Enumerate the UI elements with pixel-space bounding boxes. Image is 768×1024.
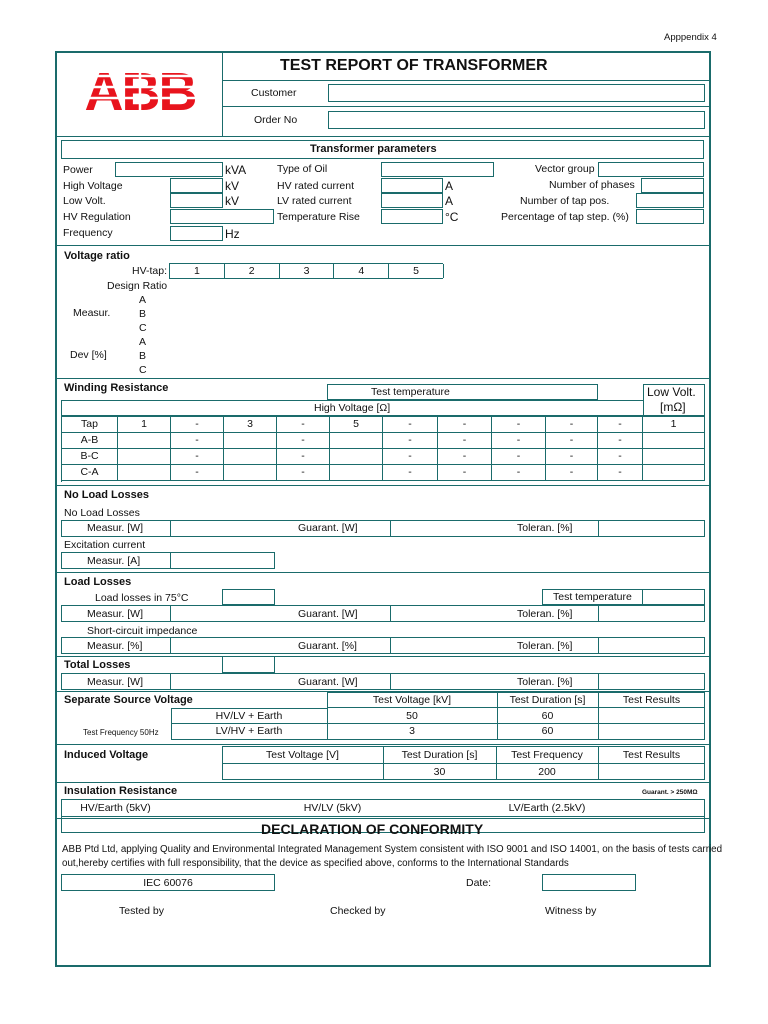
cell-divider [170,673,171,690]
winding-cell: - [383,449,438,465]
phase-letter: B [139,350,147,362]
order-field[interactable] [328,111,705,129]
winding-cell[interactable] [224,465,277,481]
lv-current-label: LV rated current [277,195,352,207]
induced-heading: Induced Voltage [64,749,149,761]
load-row [61,605,705,622]
excitation-label: Excitation current [64,539,146,551]
winding-cell: - [277,465,330,481]
winding-cell[interactable] [118,449,171,465]
winding-cell[interactable] [224,449,277,465]
induced-col-frequency: Test Frequency [511,749,583,761]
induced-col-duration: Test Duration [s] [401,749,478,761]
induced-col-results: Test Results [622,749,681,761]
cell-divider [598,637,599,654]
hv-unit: kV [225,179,240,193]
oil-field[interactable] [381,162,494,177]
winding-test-temp: Test temperature [371,386,450,398]
standard-text: IEC 60076 [143,877,193,889]
separate-heading: Separate Source Voltage [64,694,193,706]
measur-label: Measur. [73,307,111,319]
winding-cell: - [277,449,330,465]
lv-unit: kV [225,194,240,208]
cell-divider [390,637,391,654]
abb-logo [82,64,198,114]
frequency-field[interactable] [170,226,223,241]
phases-label: Number of phases [549,179,635,191]
frequency-label: Frequency [63,227,113,239]
separate-col-duration: Test Duration [s] [509,694,586,706]
winding-cell: - [438,449,492,465]
sc-label: Short-circuit impedance [87,625,198,637]
hv-label: High Voltage [63,180,123,192]
section-line [56,818,710,819]
total-measur: Measur. [W] [87,676,144,688]
cell-divider [170,637,171,654]
tap-step-label: Percentage of tap step. (%) [501,211,629,223]
winding-cell[interactable] [330,465,383,481]
header-line [222,80,710,81]
load-toleran: Toleran. [%] [517,608,573,620]
lv-field[interactable] [170,193,223,208]
separate-row-voltage: 3 [409,725,415,737]
design-ratio-label: Design Ratio [107,280,168,292]
frequency-unit: Hz [225,227,240,241]
winding-cell[interactable] [643,433,705,449]
cell-divider [598,520,599,537]
separate-row-voltage: 50 [406,710,418,722]
power-field[interactable] [115,162,223,177]
cell-divider [390,520,391,537]
dev-label: Dev [%] [70,349,107,361]
separate-row-duration: 60 [541,725,554,737]
temp-rise-field[interactable] [381,209,443,224]
oil-label: Type of Oil [277,163,328,175]
date-field[interactable] [542,874,636,891]
date-label: Date: [466,877,492,889]
row-line [171,723,705,724]
hv-regulation-label: HV Regulation [63,211,131,223]
load-heading: Load Losses [64,576,132,588]
witness-by: Witness by [545,905,597,917]
lv-current-field[interactable] [381,193,443,208]
hv-tap-cell: 5 [389,264,444,278]
insulation-col-hv-earth: HV/Earth (5kV) [80,802,151,814]
phase-letter: A [139,294,147,306]
phase-letter: A [139,336,147,348]
winding-header-cell: 1 [118,417,171,433]
load-test-temp: Test temperature [553,591,632,603]
winding-table [61,416,705,482]
total-toleran: Toleran. [%] [517,676,573,688]
total-guarant: Guarant. [W] [298,676,358,688]
winding-cell: - [277,433,330,449]
hv-tap-cell: 2 [225,264,280,278]
section-line [56,782,710,783]
winding-cell: - [438,433,492,449]
hv-tap-cell: 4 [334,264,389,278]
total-row [61,673,705,690]
noload-row [61,520,705,537]
noload-measur: Measur. [W] [87,522,144,534]
header-line [222,106,710,107]
winding-cell[interactable] [330,449,383,465]
section-line [56,656,710,657]
winding-cell: A-B [62,433,118,449]
induced-col-voltage: Test Voltage [V] [266,749,339,761]
winding-heading: Winding Resistance [64,382,169,394]
winding-cell: - [492,433,546,449]
lv-current-unit: A [445,194,454,208]
section-line [56,485,710,486]
separate-col-voltage: Test Voltage [kV] [372,694,452,706]
tap-pos-label: Number of tap pos. [520,195,610,207]
lv-label: Low Volt. [63,195,106,207]
low-volt-unit: [mΩ] [660,400,686,414]
winding-header-cell: - [383,417,438,433]
winding-cell: - [383,465,438,481]
noload-guarant: Guarant. [W] [298,522,358,534]
noload-heading: No Load Losses [64,489,149,501]
customer-label: Customer [251,87,297,99]
winding-cell: - [546,449,598,465]
winding-header-cell: 3 [224,417,277,433]
hv-current-unit: A [445,179,454,193]
cell-divider [598,673,599,690]
hv-field[interactable] [170,178,223,193]
cell-divider [170,552,171,569]
separate-col-results: Test Results [622,694,681,706]
params-heading: Transformer parameters [310,143,437,155]
insulation-col-lv-earth: LV/Earth (2.5kV) [508,802,586,814]
section-line [56,245,710,246]
sc-toleran: Toleran. [%] [517,640,573,652]
row-line [222,763,705,764]
winding-cell[interactable] [643,449,705,465]
temp-rise-label: Temperature Rise [277,211,360,223]
tested-by: Tested by [119,905,164,917]
tap-step-field[interactable] [636,209,704,224]
cell-divider [390,605,391,622]
hv-tap-label: HV-tap: [132,265,168,277]
ratio-heading: Voltage ratio [64,250,130,262]
logo-text: ABB [84,64,196,114]
cell-divider [598,605,599,622]
appendix-label: Apppendix 4 [664,32,717,43]
hv-regulation-field[interactable] [170,209,274,224]
phase-letter: B [139,308,147,320]
winding-header-cell: 1 [643,417,705,433]
winding-cell[interactable] [643,465,705,481]
separate-row-label: LV/HV + Earth [215,725,283,737]
load-measur: Measur. [W] [87,608,144,620]
phases-field[interactable] [641,178,704,193]
excitation-measur: Measur. [A] [87,555,141,567]
report-title: TEST REPORT OF TRANSFORMER [280,57,548,74]
winding-cell: - [438,465,492,481]
sc-guarant: Guarant. [%] [298,640,357,652]
total-field[interactable] [222,656,275,673]
tap-pos-field[interactable] [636,193,704,208]
insulation-heading: Insulation Resistance [64,785,178,797]
winding-test-temp-box[interactable] [327,384,598,400]
winding-cell: B-C [62,449,118,465]
load-temp-field[interactable] [222,589,275,605]
winding-cell: C-A [62,465,118,481]
winding-cell: - [546,433,598,449]
power-label: Power [63,164,93,176]
winding-cell: - [598,465,643,481]
section-line [56,744,710,745]
temp-rise-unit: °C [445,210,459,224]
phase-letter: C [139,322,147,334]
winding-header-cell: Tap [62,417,118,433]
declaration-line-1: ABB Ptd Ltd, applying Quality and Environmental Integrated Management System consistent with ISO 9001 and ISO 14001, on the basis of tests carried [62,844,723,855]
winding-header-cell: - [546,417,598,433]
winding-cell: - [598,433,643,449]
vector-field[interactable] [598,162,704,177]
winding-header-cell: - [277,417,330,433]
row-line [327,707,705,708]
winding-header-cell: 5 [330,417,383,433]
winding-cell: - [171,433,224,449]
hv-current-label: HV rated current [277,180,355,192]
winding-cell: - [492,465,546,481]
winding-cell[interactable] [224,433,277,449]
checked-by: Checked by [330,905,386,917]
vector-label: Vector group [535,163,595,175]
noload-toleran: Toleran. [%] [517,522,573,534]
order-label: Order No [254,114,298,126]
winding-cell: - [171,465,224,481]
section-line [56,572,710,573]
header-divider [222,52,223,137]
total-heading: Total Losses [64,659,131,671]
induced-duration-value: 30 [433,766,446,778]
cell-divider [170,520,171,537]
separate-row-label: HV/LV + Earth [215,710,283,722]
winding-cell: - [492,449,546,465]
winding-cell: - [383,433,438,449]
hv-tap-cell: 3 [280,264,335,278]
row-line [61,816,705,817]
separate-row-duration: 60 [541,710,554,722]
load-sub: Load losses in 75°C [95,592,189,604]
winding-cell: - [171,449,224,465]
power-unit: kVA [225,163,247,177]
insulation-col-hv-lv: HV/LV (5kV) [303,802,362,814]
induced-frequency-value: 200 [538,766,556,778]
customer-field[interactable] [328,84,705,102]
winding-cell: - [546,465,598,481]
cell-divider [170,605,171,622]
winding-cell[interactable] [118,433,171,449]
high-volt-label: High Voltage [Ω] [314,402,391,414]
sc-row [61,637,705,654]
winding-cell: - [598,449,643,465]
winding-header-cell: - [598,417,643,433]
winding-header-cell: - [438,417,492,433]
noload-sub: No Load Losses [64,507,140,519]
winding-cell[interactable] [118,465,171,481]
phase-letter: C [139,364,147,376]
sc-measur: Measur. [%] [87,640,143,652]
cell-divider [642,589,643,605]
hv-tap-row [169,263,443,279]
winding-cell[interactable] [330,433,383,449]
load-guarant: Guarant. [W] [298,608,358,620]
winding-header-cell: - [492,417,546,433]
declaration-line-2: out,hereby certifies with full responsibility, that the device as specified above, conforms to the International Standards [62,858,569,869]
hv-tap-cell: 1 [170,264,225,278]
declaration-heading: DECLARATION OF CONFORMITY [261,821,484,837]
cell-divider [390,673,391,690]
separate-frequency: Test Frequency 50Hz [83,728,159,737]
low-volt-label: Low Volt. [647,385,696,399]
winding-header-cell: - [171,417,224,433]
header-bottom-line [56,136,710,137]
section-line [56,378,710,379]
insulation-guarant: Guarant. > 250MΩ [642,789,698,796]
hv-current-field[interactable] [381,178,443,193]
